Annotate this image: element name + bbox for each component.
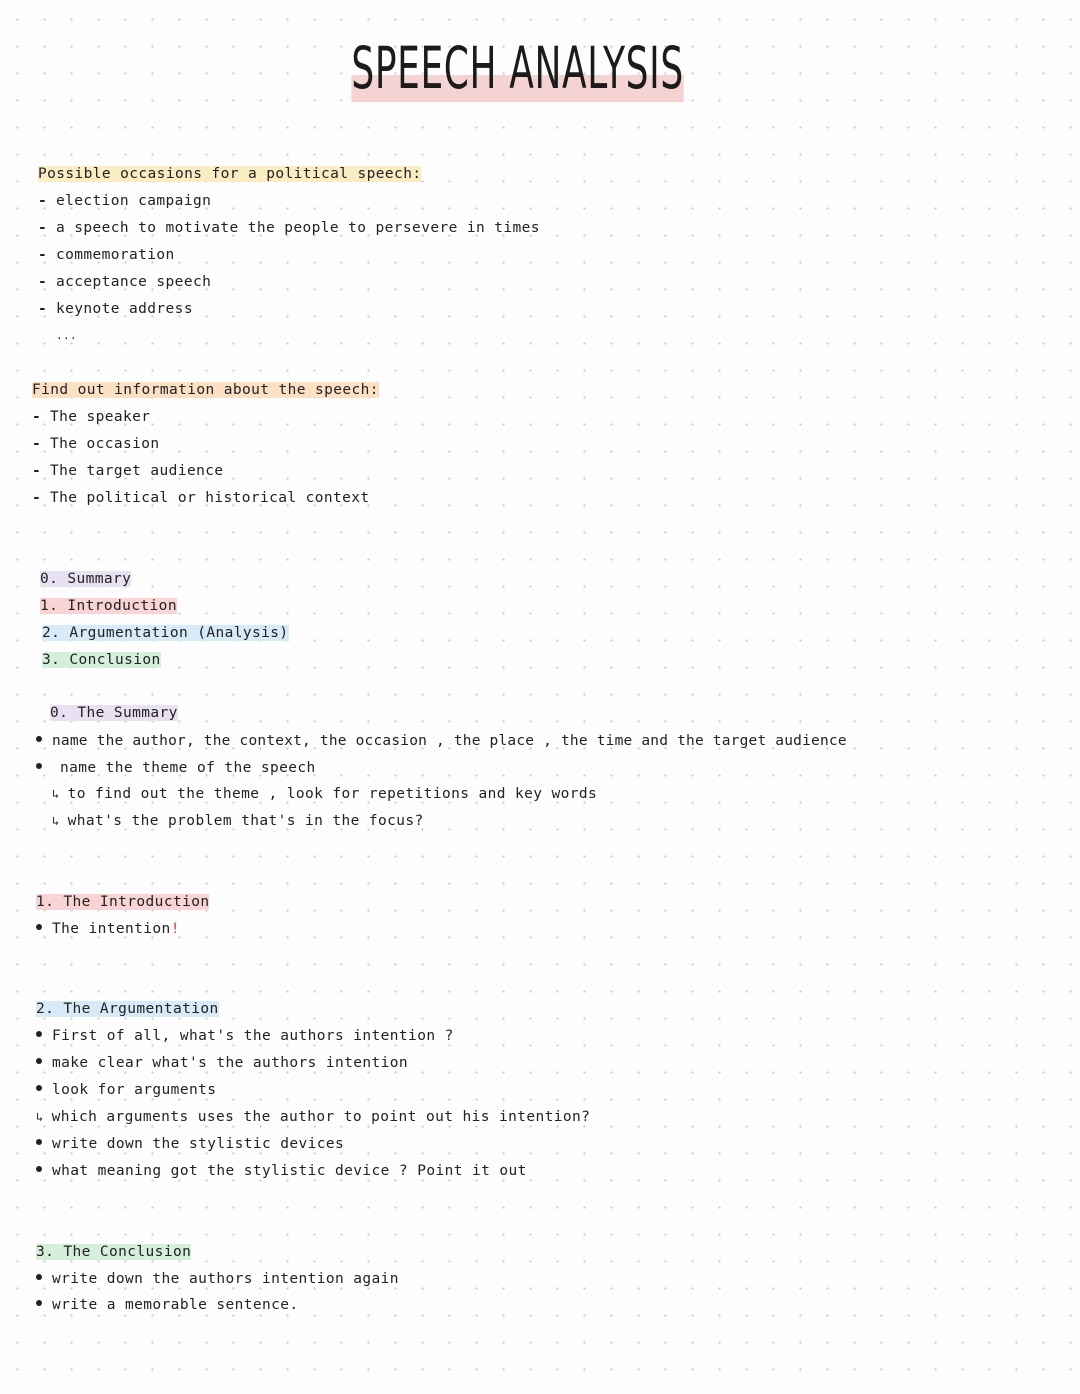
list-item-text: First of all, what's the authors intention ? [52, 1028, 454, 1044]
page-title [183, 34, 853, 102]
page-title-text: SPEECH ANALYSIS [351, 34, 684, 102]
list-item-text: to find out the theme , look for repetitions and key words [67, 786, 598, 802]
dash-icon: - [32, 436, 42, 452]
list-item [32, 434, 160, 454]
dash-icon: - [32, 409, 42, 425]
argumentation-heading-text: 2. The Argumentation [36, 1001, 219, 1017]
list-item [52, 811, 424, 831]
conclusion-heading-text: 3. The Conclusion [36, 1244, 192, 1260]
list-item-text: The target audience [50, 463, 224, 479]
list-item-text: The political or historical context [50, 490, 370, 506]
list-item [32, 407, 150, 427]
list-item [52, 784, 597, 804]
list-item-text: make clear what's the authors intention [52, 1055, 409, 1071]
list-item-text: The speaker [50, 409, 151, 425]
dash-icon: - [32, 463, 42, 479]
list-item-text: write a memorable sentence. [52, 1297, 299, 1313]
arrow-right-icon: ↳ [36, 1110, 44, 1124]
bullet-icon [36, 1166, 42, 1172]
list-item [36, 1269, 399, 1289]
list-item [38, 272, 211, 292]
outline-item-text: 3. Conclusion [42, 652, 161, 668]
list-item-text: what meaning got the stylistic device ? Point it out [52, 1163, 527, 1179]
list-item [36, 758, 316, 778]
exclamation-mark: ! [170, 921, 180, 937]
outline-item-text: 1. Introduction [40, 598, 177, 614]
dash-icon: - [32, 490, 42, 506]
ellipsis: ... [56, 329, 78, 342]
list-item-text: name the theme of the speech [60, 760, 316, 776]
bullet-icon [36, 1031, 42, 1037]
bullet-icon [36, 924, 42, 930]
list-item-text: name the author, the context, the occasion , the place , the time and the target audience [52, 733, 847, 749]
list-item-text: write down the authors intention again [52, 1271, 399, 1287]
introduction-heading [36, 892, 209, 912]
conclusion-heading [36, 1242, 191, 1262]
dash-icon: - [38, 220, 48, 236]
dash-icon: - [38, 274, 48, 290]
list-item-text: election campaign [56, 193, 212, 209]
outline-item-text: 2. Argumentation (Analysis) [42, 625, 289, 641]
outline-item [40, 569, 131, 589]
summary-heading [50, 703, 178, 723]
dash-icon: - [38, 193, 48, 209]
list-item [38, 245, 175, 265]
outline-item-text: 0. Summary [40, 571, 132, 587]
list-item-text: keynote address [56, 301, 193, 317]
list-item [38, 191, 211, 211]
argumentation-heading [36, 999, 219, 1019]
outline-item [42, 650, 161, 670]
list-item [36, 1080, 216, 1100]
list-item [36, 1161, 527, 1181]
list-item-text: write down the stylistic devices [52, 1136, 345, 1152]
list-item [36, 919, 180, 939]
bullet-icon [36, 736, 42, 742]
list-item [36, 1295, 299, 1315]
list-item [36, 731, 847, 751]
list-item [38, 299, 193, 319]
list-item [38, 218, 540, 238]
introduction-heading-text: 1. The Introduction [36, 894, 210, 910]
info-heading-text: Find out information about the speech: [32, 382, 379, 398]
list-item [36, 1053, 408, 1073]
list-item [32, 488, 370, 508]
occasions-heading [38, 164, 421, 184]
list-item-text: which arguments uses the author to point out his intention? [51, 1109, 591, 1125]
summary-heading-text: 0. The Summary [50, 705, 178, 721]
list-item-text: a speech to motivate the people to persevere in times [56, 220, 540, 236]
list-item-text: The intention [52, 921, 171, 937]
bullet-icon [36, 763, 42, 769]
occasions-heading-text: Possible occasions for a political speech: [38, 166, 422, 182]
bullet-icon [36, 1274, 42, 1280]
list-item-text: commemoration [56, 247, 175, 263]
bullet-icon [36, 1058, 42, 1064]
outline-item [40, 596, 177, 616]
list-item-text: acceptance speech [56, 274, 212, 290]
list-item-text: The occasion [50, 436, 160, 452]
bullet-icon [36, 1085, 42, 1091]
list-item [36, 1134, 344, 1154]
dash-icon: - [38, 247, 48, 263]
outline-item [42, 623, 289, 643]
info-heading [32, 380, 379, 400]
bullet-icon [36, 1139, 42, 1145]
list-item-text: what's the problem that's in the focus? [67, 813, 424, 829]
list-item [36, 1107, 590, 1127]
dash-icon: - [38, 301, 48, 317]
bullet-icon [36, 1300, 42, 1306]
list-item [32, 461, 223, 481]
list-item [36, 1026, 454, 1046]
arrow-right-icon: ↳ [52, 787, 60, 801]
list-item-text: look for arguments [52, 1082, 217, 1098]
arrow-right-icon: ↳ [52, 814, 60, 828]
